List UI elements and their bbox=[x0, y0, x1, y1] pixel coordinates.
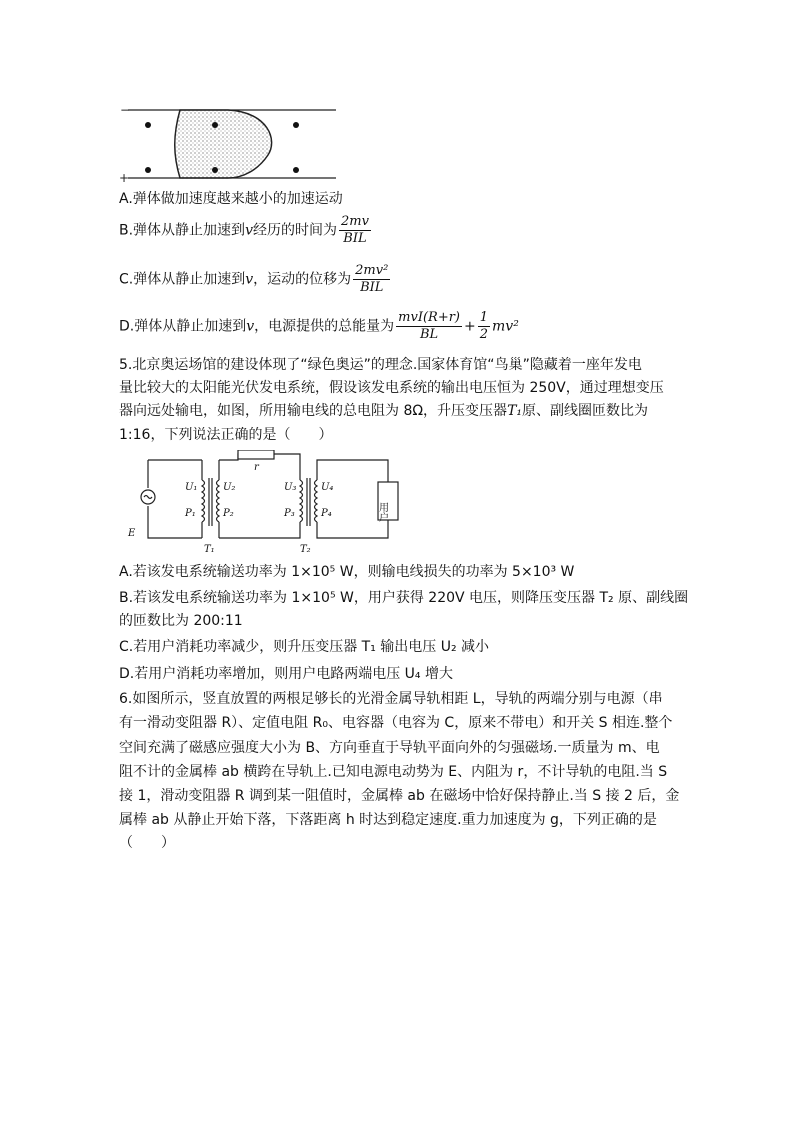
field-dot bbox=[145, 167, 151, 173]
u2-label: U₂ bbox=[223, 482, 236, 493]
p3-label: P₃ bbox=[284, 508, 295, 519]
emf-label: E bbox=[128, 528, 136, 539]
q6-stem-line: 阻不计的金属棒 ab 横跨在导轨上.已知电源电动势为 E、内阻为 r，不计导轨的电阻.当 S bbox=[119, 764, 668, 780]
resistor-label: r bbox=[254, 462, 259, 473]
q4-option-b: B.弹体从静止加速到v经历的时间为 $\frac{2mv}{\text{BIL}}$ bbox=[119, 214, 369, 246]
q5-option-a: A.若该发电系统输送功率为 1×10⁵ W，则输电线损失的功率为 5×10³ W bbox=[119, 564, 575, 580]
field-dot bbox=[293, 122, 299, 128]
plus-sign: + bbox=[119, 171, 130, 185]
transmission-circuit bbox=[118, 450, 418, 558]
field-dot bbox=[293, 167, 299, 173]
t2-label: T₂ bbox=[300, 544, 311, 555]
user-load-label: 用户 bbox=[376, 502, 388, 522]
q4-option-d: D.弹体从静止加速到v，电源提供的总能量为 $\frac{\text{mvI(R+r)}}{BL}$ + $\frac{1}{2}$ mv² bbox=[119, 310, 519, 342]
p1-label: P₁ bbox=[185, 508, 196, 519]
fraction: $\frac{\text{2mv²}}{\text{BIL}}$ bbox=[355, 263, 389, 295]
fraction: $\frac{\text{mvI(R+r)}}{BL}$ bbox=[398, 310, 461, 342]
minus-sign: − bbox=[120, 103, 131, 117]
field-dot bbox=[212, 167, 218, 173]
p2-label: P₂ bbox=[223, 508, 234, 519]
q5-stem-line: 1:16，下列说法正确的是（ ） bbox=[119, 427, 333, 443]
p4-label: P₄ bbox=[321, 508, 332, 519]
q6-stem-line: 属棒 ab 从静止开始下落，下落距离 h 时达到稳定速度.重力加速度为 g，下列正确的是 bbox=[119, 812, 657, 828]
q5-stem-line: 量比较大的太阳能光伏发电系统，假设该发电系统的输出电压恒为 250V，通过理想变压 bbox=[119, 380, 664, 396]
q5-option-b: B.若该发电系统输送功率为 1×10⁵ W，用户获得 220V 电压，则降压变压器 T₂ 原、副线圈 bbox=[119, 590, 689, 606]
fraction: $\frac{2mv}{\text{BIL}}$ bbox=[340, 214, 369, 246]
q6-stem-line: 6.如图所示，竖直放置的两根足够长的光滑金属导轨相距 L，导轨的两端分别与电源（串 bbox=[119, 691, 663, 707]
field-dot bbox=[212, 122, 218, 128]
q5-stem-line: 5.北京奥运场馆的建设体现了“绿色奥运”的理念.国家体育馆“鸟巢”隐藏着一座年发电 bbox=[119, 357, 642, 373]
field-dot bbox=[145, 122, 151, 128]
q5-option-b-cont: 的匝数比为 200:11 bbox=[119, 613, 243, 629]
q5-stem-line: 器向远处输电，如图，所用输电线的总电阻为 8Ω，升压变压器T₁原、副线圈匝数比为 bbox=[119, 403, 649, 419]
u3-label: U₃ bbox=[284, 482, 297, 493]
t1-label: T₁ bbox=[204, 544, 215, 555]
u4-label: U₄ bbox=[321, 482, 334, 493]
q6-stem-line: 接 1，滑动变阻器 R 调到某一阻值时，金属棒 ab 在磁场中恰好保持静止.当 S 接 2 后，金 bbox=[119, 788, 680, 804]
q6-stem-line: 空间充满了磁感应强度大小为 B、方向垂直于导轨平面向外的匀强磁场.一质量为 m、电 bbox=[119, 740, 660, 756]
q5-option-c: C.若用户消耗功率减少，则升压变压器 T₁ 输出电压 U₂ 减小 bbox=[119, 639, 490, 655]
q6-stem-line: 有一滑动变阻器 R）、定值电阻 R₀、电容器（电容为 C，原来不带电）和开关 S 相连.整个 bbox=[119, 715, 673, 731]
q6-stem-line: （ ） bbox=[119, 835, 175, 851]
railgun-figure bbox=[118, 100, 338, 185]
u1-label: U₁ bbox=[185, 482, 198, 493]
q4-option-a: A.弹体做加速度越来越小的加速运动 bbox=[119, 191, 343, 207]
q4-option-c: C.弹体从静止加速到v，运动的位移为 $\frac{\text{2mv²}}{\text{BIL}}$ bbox=[119, 263, 389, 295]
q5-option-d: D.若用户消耗功率增加，则用户电路两端电压 U₄ 增大 bbox=[119, 666, 453, 682]
fraction: $\frac{1}{2}$ bbox=[479, 310, 489, 342]
projectile bbox=[175, 110, 272, 178]
